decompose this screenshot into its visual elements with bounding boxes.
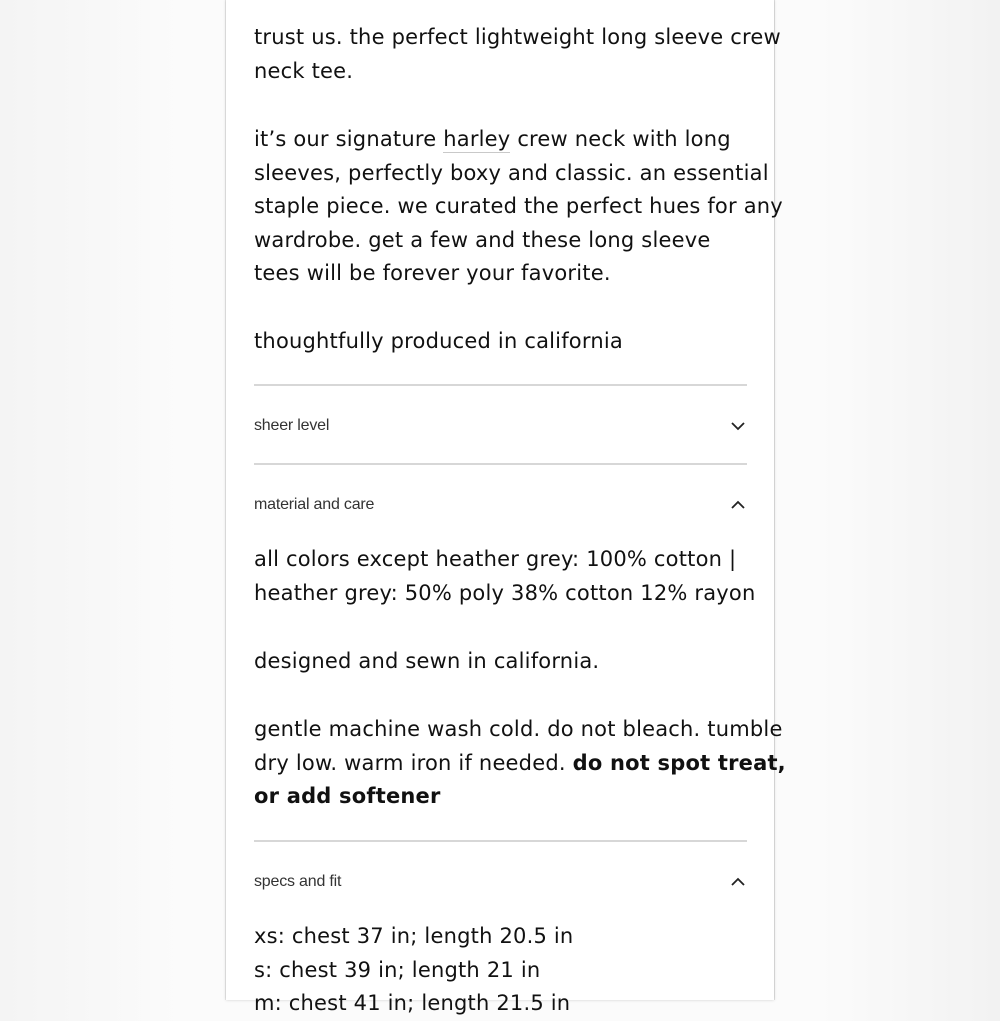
chevron-up-icon[interactable] [729,496,747,514]
care-warning: do not spot treat, [572,750,786,775]
description-line: wardrobe. get a few and these long sleeve [254,227,711,252]
description-line: sleeves, perfectly boxy and classic. an essential [254,160,769,185]
origin-note: designed and sewn in california. [254,649,600,673]
chevron-down-icon[interactable] [729,417,747,435]
divider [254,463,747,465]
accordion-material-and-care[interactable] [254,488,747,528]
care-warning: or add softener [254,784,441,808]
accordion-title: specs and fit [254,873,342,890]
fabric-line: all colors except heather grey: 100% cotton | [254,547,737,571]
size-spec-line: m: chest 41 in; length 21.5 in [254,991,571,1015]
size-spec-line: xs: chest 37 in; length 20.5 in [254,924,574,948]
signature-description [254,123,783,291]
accordion-specs-and-fit[interactable] [254,865,747,905]
chevron-up-icon[interactable] [729,873,747,891]
harley-link[interactable]: harley [443,127,511,151]
size-spec-line: s: chest 39 in; length 21 in [254,957,541,982]
description-line [254,123,747,157]
text-segment: crew neck with long [510,127,731,151]
intro-text [254,21,781,88]
care-line [254,747,786,781]
production-note: thoughtfully produced in california [254,329,623,353]
size-specs [254,920,747,1021]
description-line: staple piece. we curated the perfect hues for any [254,194,783,218]
divider [254,384,747,386]
fabric-line: heather grey: 50% poly 38% cotton 12% rayon [254,580,756,605]
text-segment: dry low. warm iron if needed. [254,750,573,775]
intro-line: neck tee. [254,58,354,83]
fabric-content [254,543,756,610]
text-segment: it’s our signature [254,127,444,151]
divider [254,840,747,842]
description-line: tees will be forever your favorite. [254,261,611,285]
product-details-panel [226,0,786,1015]
accordion-title: sheer level [254,417,330,434]
intro-line: trust us. the perfect lightweight long sleeve crew [254,25,781,49]
accordion-title: material and care [254,496,375,513]
accordion-sheer-level[interactable] [254,409,747,449]
care-instructions [254,713,786,814]
care-line: gentle machine wash cold. do not bleach. tumble [254,717,783,741]
